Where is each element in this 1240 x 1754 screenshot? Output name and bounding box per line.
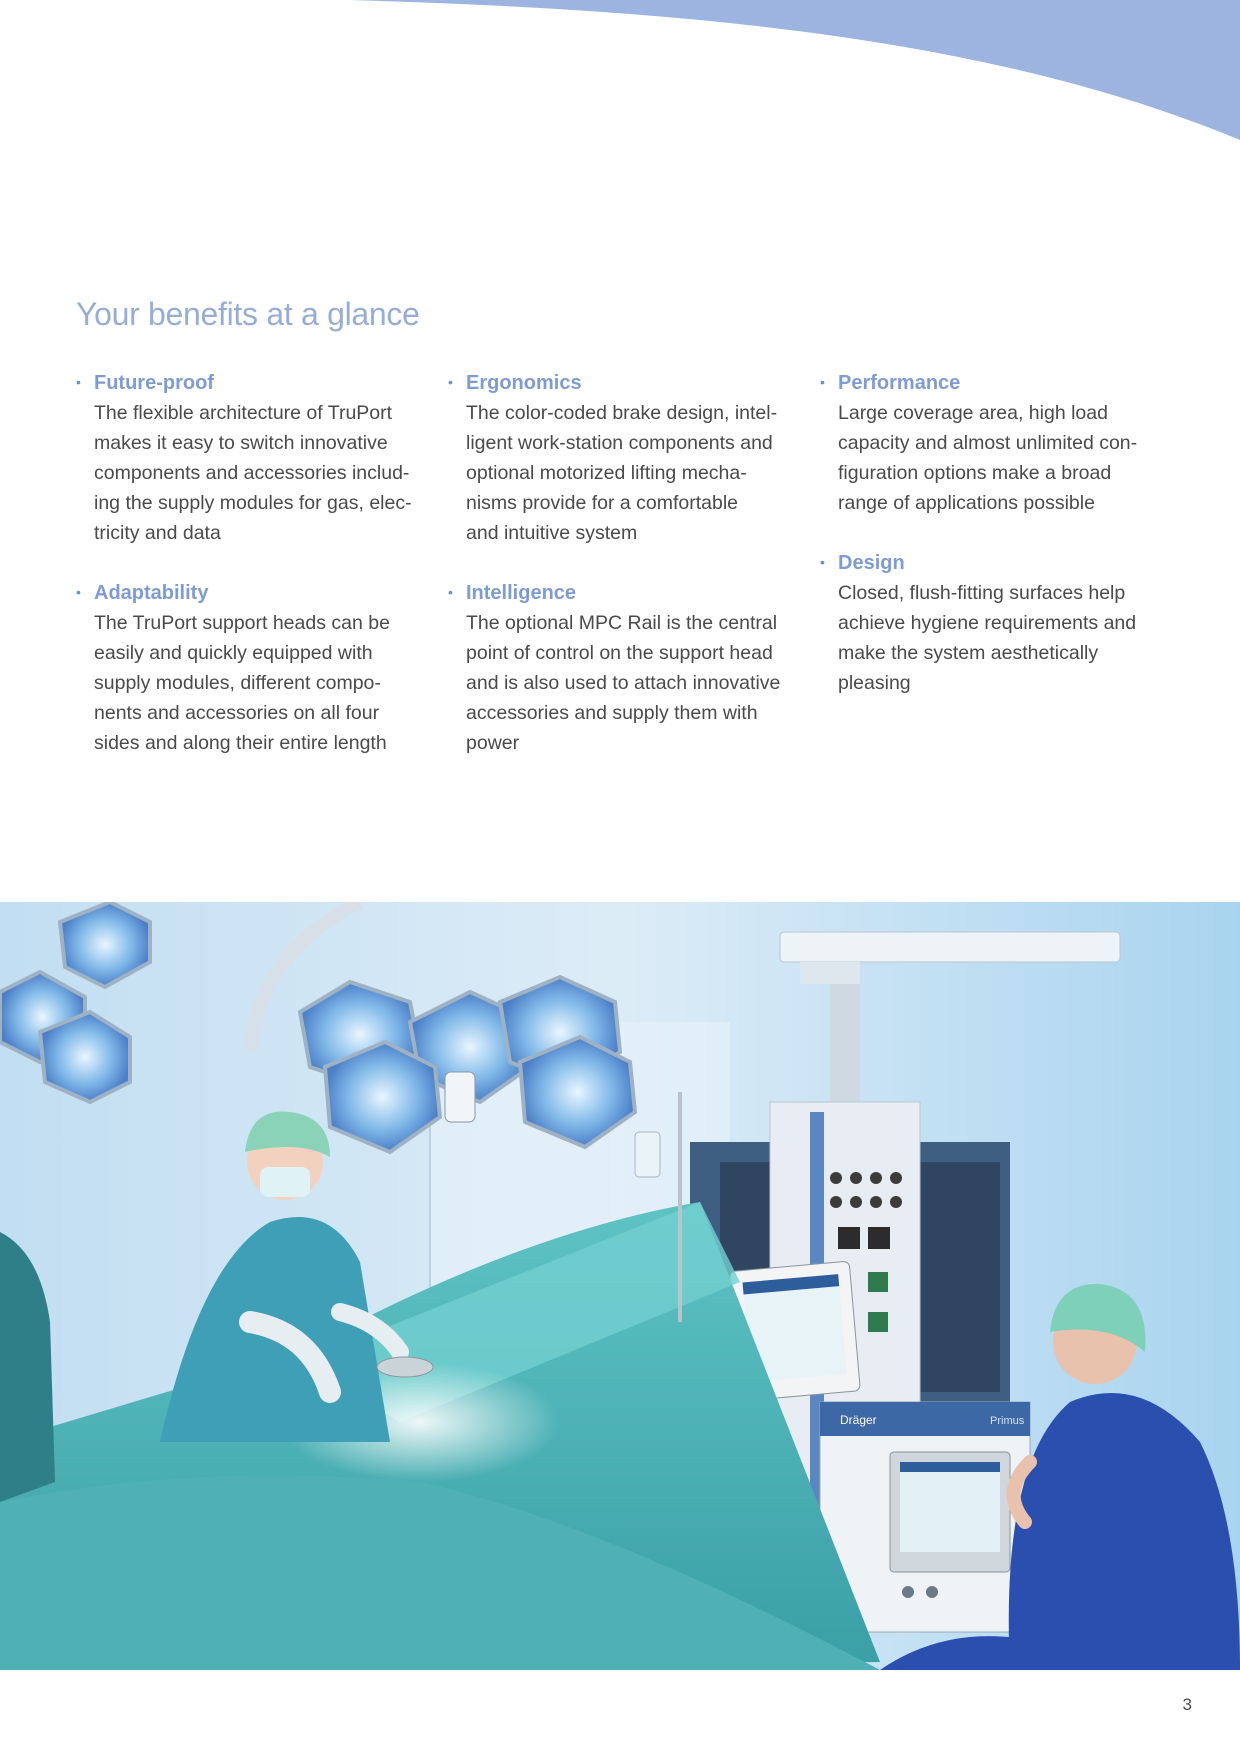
benefit-text: Closed, flush-fitting surfaces help achieve hygiene requirements and make the system aesthetically pleasing	[838, 582, 1137, 694]
benefit-item	[448, 368, 788, 548]
bullet-icon: •	[448, 374, 453, 390]
benefits-column-1	[76, 368, 416, 788]
bullet-icon: •	[76, 584, 81, 600]
bullet-icon: •	[820, 374, 825, 390]
benefit-item	[820, 368, 1160, 518]
benefit-item	[76, 578, 416, 758]
page-title: Your benefits at a glance	[76, 296, 420, 332]
benefit-text: The optional MPC Rail is the central point of control on the support head and is also used to attach innovative accessories and supply them with power	[466, 612, 781, 754]
benefit-item	[448, 578, 788, 758]
benefit-item	[820, 548, 1160, 698]
operating-room-photo	[0, 902, 1240, 1670]
benefit-heading: Adaptability	[94, 582, 209, 604]
machine-model-label: Primus	[990, 1415, 1025, 1427]
bullet-icon: •	[820, 554, 825, 570]
benefit-heading: Design	[838, 552, 905, 574]
benefit-text: The TruPort support heads can be easily and quickly equipped with supply modules, different compo- nents and accessories on all four sides and along their entire length	[94, 612, 390, 754]
benefit-text: The flexible architecture of TruPort makes it easy to switch innovative components and accessories includ- ing the supply modules for gas, elec- tricity and data	[94, 402, 412, 544]
bullet-icon: •	[448, 584, 453, 600]
benefit-item	[76, 368, 416, 548]
machine-brand-label: Dräger	[840, 1413, 877, 1427]
benefit-heading: Future-proof	[94, 372, 214, 394]
benefit-heading: Performance	[838, 372, 961, 394]
benefit-heading: Intelligence	[466, 582, 577, 604]
benefits-column-2	[448, 368, 788, 788]
bullet-icon: •	[76, 374, 81, 390]
benefit-text: The color-coded brake design, intel- ligent work-station components and optional motorized lifting mecha- nisms provide for a comfortable and intuitive system	[466, 402, 778, 544]
benefit-heading: Ergonomics	[466, 372, 582, 394]
page-number: 3	[1182, 1695, 1192, 1714]
benefits-column-3	[820, 368, 1160, 728]
benefit-text: Large coverage area, high load capacity and almost unlimited con- figuration options make a broad range of applications possible	[838, 402, 1138, 514]
header-swoosh	[0, 0, 1240, 150]
